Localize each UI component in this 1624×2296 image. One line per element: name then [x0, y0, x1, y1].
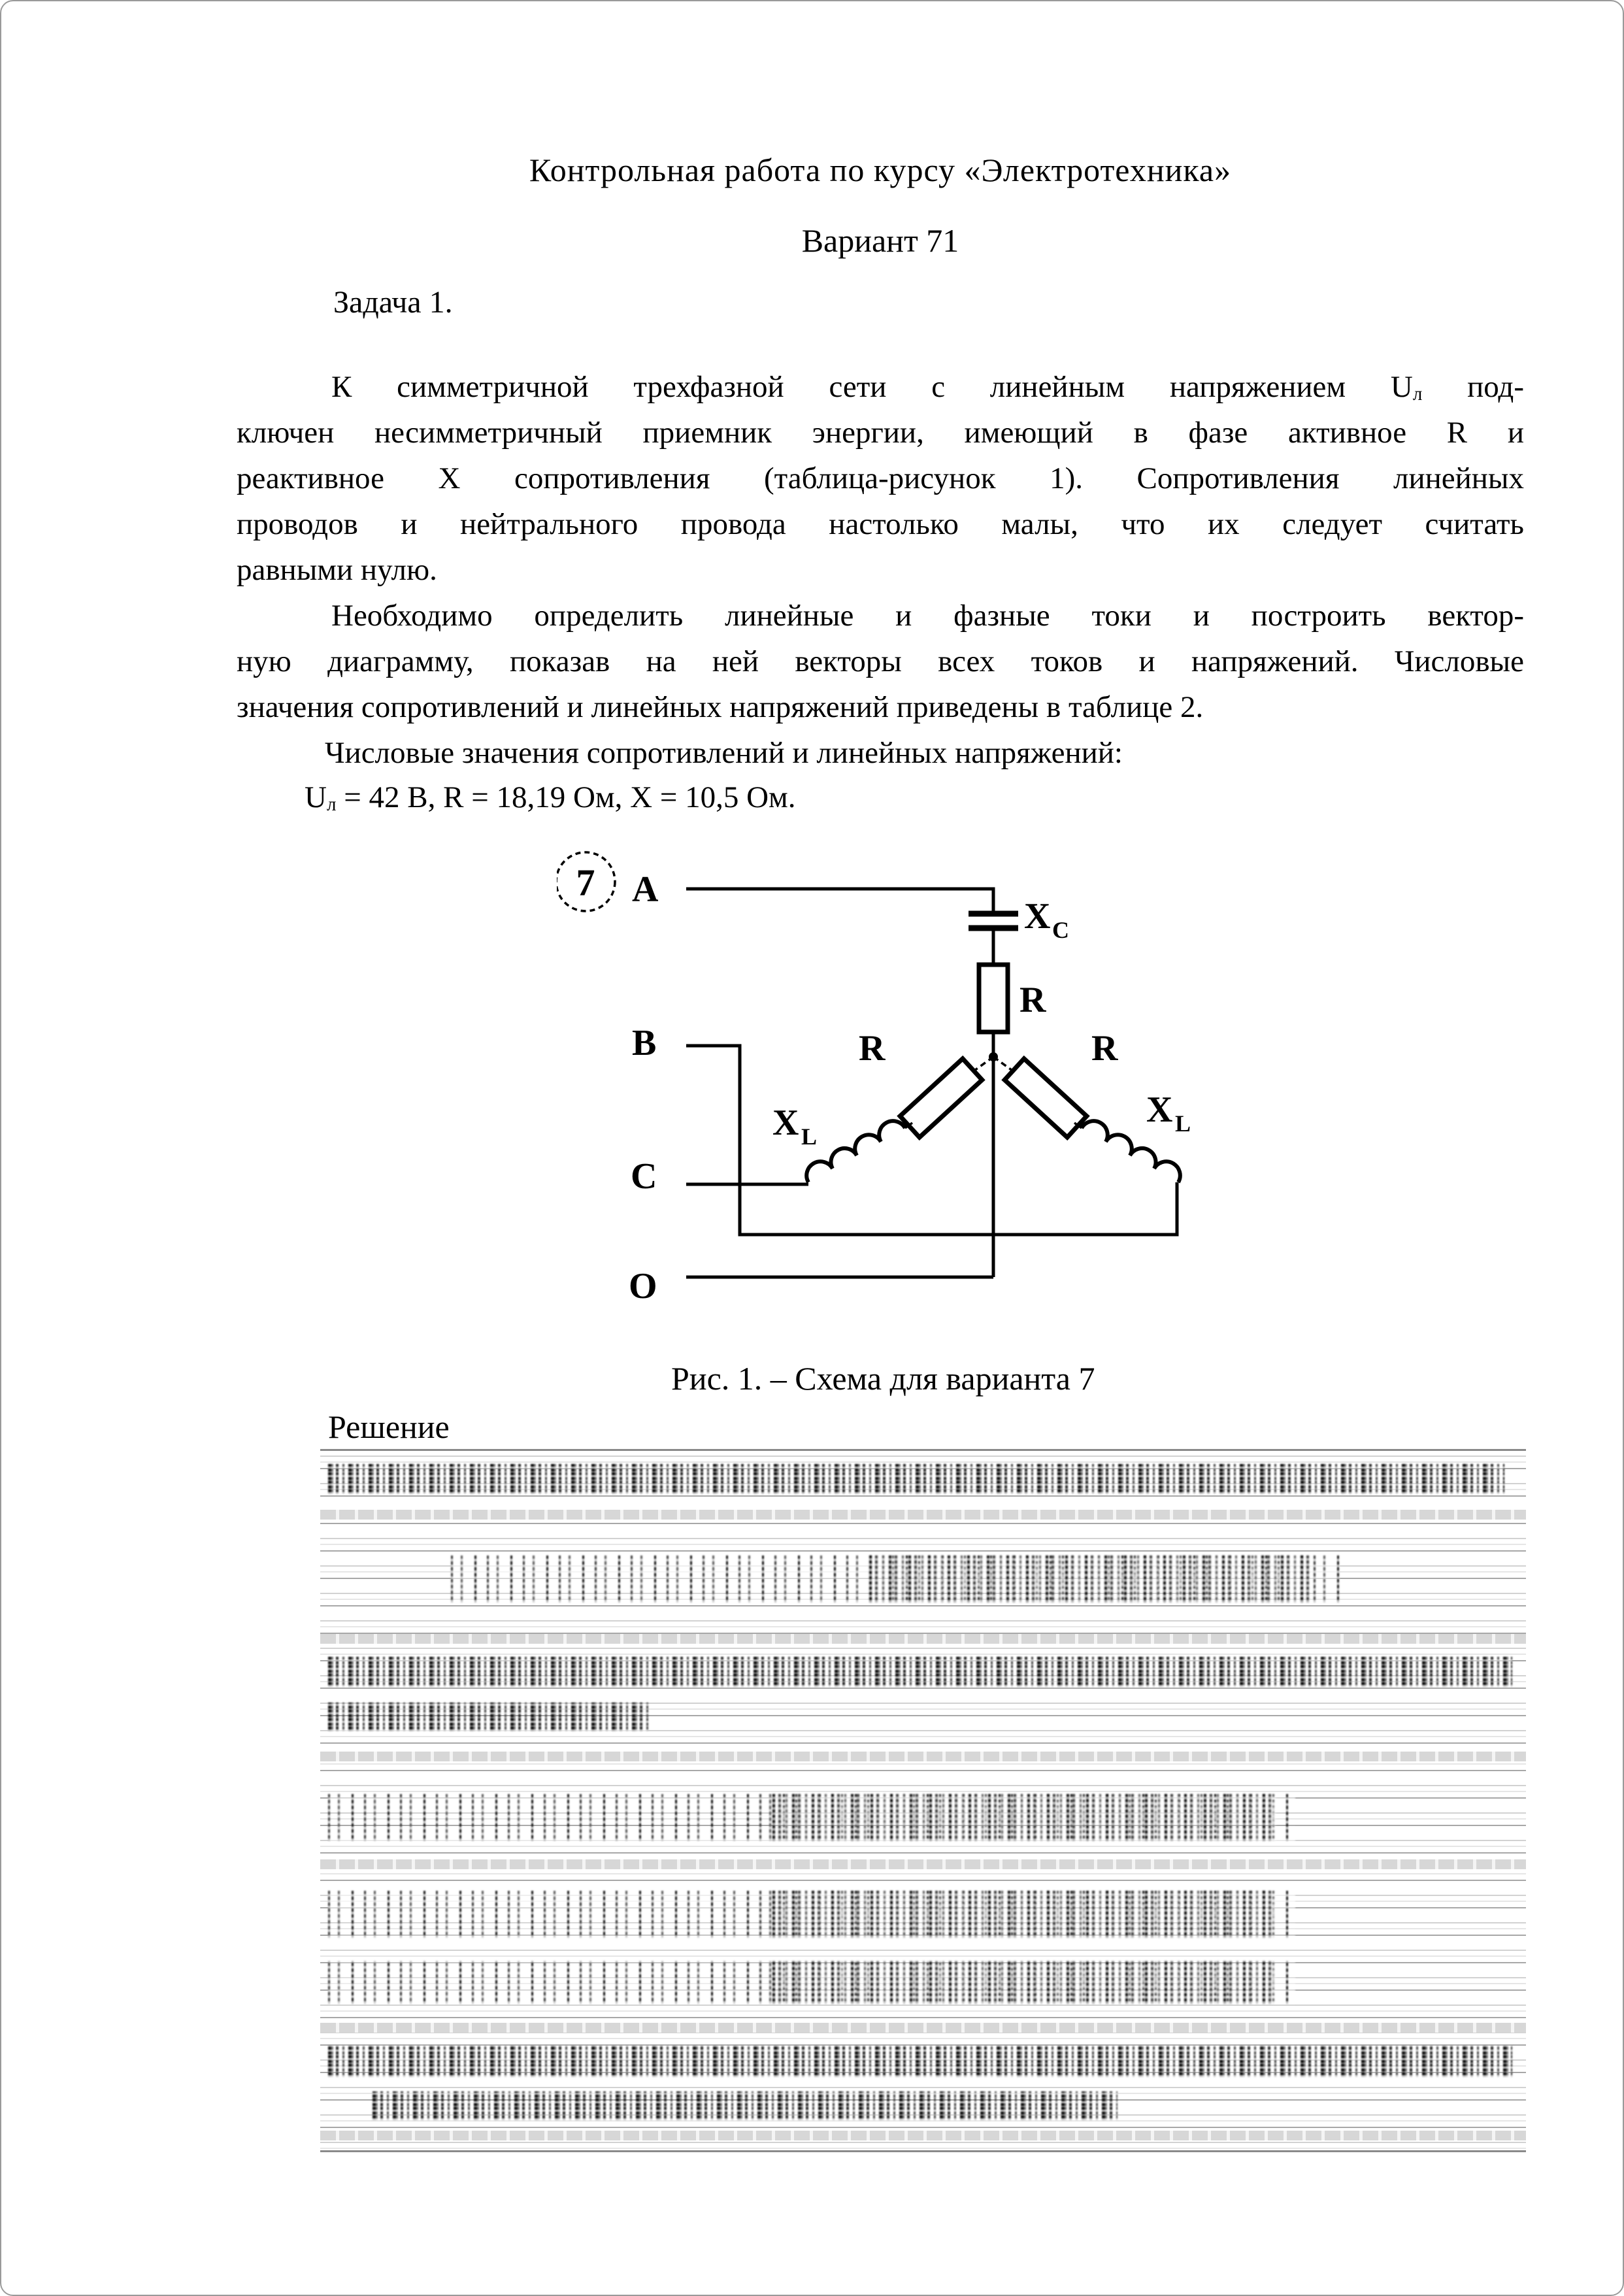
- scrambled-formula-band: [451, 1556, 1340, 1603]
- paragraph-task-description: [237, 364, 1524, 593]
- scrambled-text-band: [373, 2091, 1118, 2120]
- inductor-phase-b: [1082, 1121, 1180, 1182]
- stripe-ruler-row: [320, 1634, 1526, 1644]
- scrambled-number-cluster: [772, 1794, 1276, 1841]
- scrambled-number-cluster: [772, 1891, 1276, 1938]
- neutral-o-label: O: [629, 1266, 657, 1306]
- r-top-label: R: [1019, 980, 1046, 1020]
- inductor-phase-c: [806, 1121, 905, 1182]
- task-heading: Задача 1.: [333, 285, 453, 320]
- paragraph-requirements: [237, 593, 1524, 730]
- phase-a-label: A: [632, 869, 659, 910]
- wire-phase-a: [686, 889, 993, 912]
- scrambled-text-band: [328, 1703, 648, 1731]
- scrambled-formula-band: [328, 1794, 1295, 1841]
- values-line: [305, 774, 796, 827]
- resistor-phase-a: [979, 965, 1008, 1032]
- text-run: под-: [1422, 370, 1524, 404]
- paragraph-line: Необходимо определить линейные и фазные токи и построить вектор-: [331, 599, 1524, 633]
- xc-label-sub: C: [1052, 917, 1069, 943]
- xl-left-label-sub: L: [801, 1123, 818, 1150]
- text-run: = 42 В, R = 18,19 Ом, X = 10,5 Ом.: [336, 780, 796, 814]
- xl-right-label: X: [1146, 1090, 1173, 1130]
- r-right-label: R: [1091, 1028, 1118, 1069]
- solution-heading: Решение: [328, 1408, 450, 1445]
- paragraph-line: ключен несимметричный приемник энергии, имеющий в фазе активное R и: [237, 416, 1524, 450]
- text-run: К симметричной трехфазной сети с линейным напряжением U: [331, 370, 1413, 404]
- variant-badge-number: 7: [576, 861, 595, 904]
- r-left-label: R: [859, 1028, 886, 1069]
- xc-label: X: [1024, 896, 1051, 937]
- xl-left-label: X: [772, 1103, 799, 1143]
- paragraph-line: значения сопротивлений и линейных напряжений приведены в таблице 2.: [237, 690, 1204, 724]
- resistor-phase-b: [1004, 1059, 1087, 1137]
- stripe-ruler-row: [320, 1752, 1526, 1761]
- wire-phase-b: [686, 1046, 1177, 1235]
- paragraph-line: равными нулю.: [237, 553, 437, 587]
- text-run: U: [305, 780, 327, 814]
- subscript-l: л: [1412, 384, 1423, 405]
- paragraph-line: проводов и нейтрального провода настолько малы, что их следует считать: [237, 507, 1524, 541]
- scrambled-formula-band: [328, 1891, 1295, 1938]
- phase-c-label: C: [631, 1156, 657, 1197]
- scrambled-formula-band: [328, 1961, 1295, 2004]
- variant-subtitle: Вариант 71: [801, 222, 959, 259]
- paragraph-line: ную диаграмму, показав на ней векторы всех токов и напряжений. Числовые: [237, 644, 1524, 678]
- scrambled-text-band: [328, 1657, 1512, 1687]
- paragraph-line: реактивное X сопротивления (таблица-рисунок 1). Сопротивления линейных: [237, 461, 1524, 495]
- paragraph-line: [237, 364, 1524, 410]
- circuit-diagram: [557, 838, 1276, 1322]
- stripe-ruler-row: [320, 2131, 1526, 2140]
- resistor-phase-c: [900, 1059, 982, 1137]
- scrambled-number-cluster: [772, 1961, 1276, 2004]
- figure-caption: Рис. 1. – Схема для варианта 7: [671, 1360, 1095, 1397]
- xl-right-label-sub: L: [1175, 1110, 1191, 1137]
- scrambled-text-band: [328, 1464, 1504, 1494]
- phase-b-label: B: [632, 1023, 657, 1063]
- obscured-solution-preview: [320, 1449, 1526, 2152]
- values-intro-line: Числовые значения сопротивлений и линейных напряжений:: [325, 736, 1123, 770]
- stripe-ruler-row: [320, 2023, 1526, 2033]
- subscript-l: л: [326, 794, 337, 816]
- stripe-ruler-row: [320, 1859, 1526, 1869]
- scrambled-text-band: [328, 2046, 1512, 2077]
- stripe-ruler-row: [320, 1510, 1526, 1520]
- page-title: Контрольная работа по курсу «Электротехника»: [529, 152, 1232, 188]
- scrambled-number-cluster: [869, 1556, 1314, 1603]
